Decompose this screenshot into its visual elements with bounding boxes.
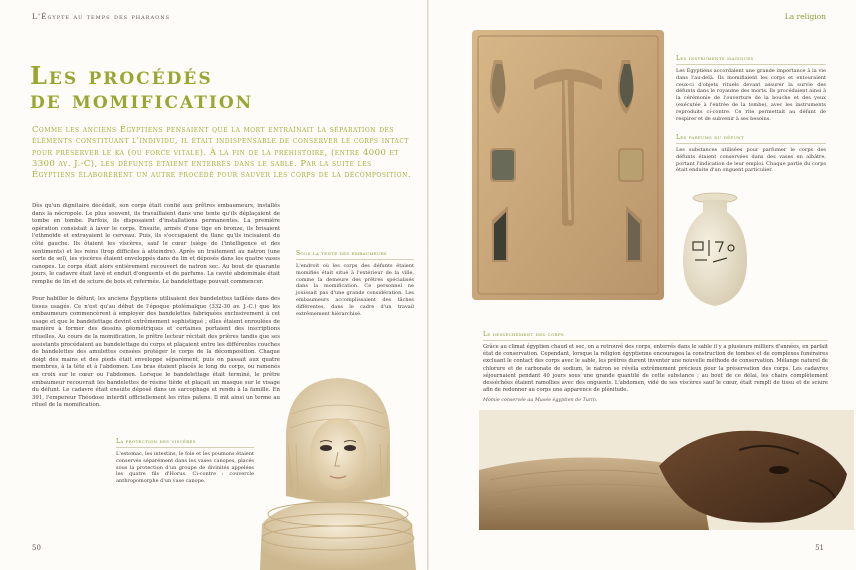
- sidebar-embalmers: [296, 250, 414, 317]
- instruments-heading: Les instruments magiques: [676, 55, 826, 65]
- right-page: [429, 0, 856, 570]
- perfumes-caption: [676, 134, 826, 174]
- vessels-heading: La protection des viscères: [116, 438, 254, 448]
- page-number-right: 51: [815, 544, 824, 552]
- canopic-jar-photo: [240, 374, 427, 570]
- canopic-jar-illustration: [240, 374, 427, 570]
- instruments-text: Les Égyptiens accordaient une grande importance à la vie dans l'au-delà. Ils momifiaient les corps et entouraient ceux-ci d'objets rituels devant assurer la survie des défunts dans le royaume des morts. Ils procédaient ainsi à la cérémonie de l'ouverture de la bouche et des yeux (exécutée à l'entrée de la tombe), avec les instruments reproduits ci-contre. Ce rite permettait au défunt de respirer et de subvenir à ses besoins.: [676, 68, 826, 122]
- alabaster-jar-photo: [679, 190, 751, 308]
- vessels-caption: [116, 438, 254, 485]
- sidebar-text: L'endroit où les corps des défunts étaient momifiés était situé à l'extérieur de la ville, comme la demeure des prêtres spécialisés dans la momification. Ce personnel ne jouissait pas d'une grande considération. Les embaumeurs accomplissaient des tâches différentes, dans le cadre d'un travail extrêmement hiérarchisé.: [296, 263, 414, 317]
- lead-paragraph: Comme les anciens Égyptiens pensaient que la mort entraînait la séparation des éléments constituant l'individu, il était indispensable de conserver le corps intact pour préserver le ka (ou force vitale). À la fin de la préhistoire, (entre 4000 et 3300 av. J.-C), les défunts étaient enterrés dans le sable. Par la suite les Égyptiens élaborèrent un autre procédé pour sauver les corps de la décomposition.: [32, 124, 412, 180]
- perfumes-text: Les substances utilisées pour parfumer le corps des défunts étaient conservées dans des vases en albâtre, portant l'indication de leur emploi. Chaque partie du corps était enduite d'un onguent particulier.: [676, 147, 826, 174]
- desiccation-caption: [483, 331, 828, 403]
- desiccation-heading: Le dessèchement des corps: [483, 331, 828, 341]
- page-number-left: 50: [32, 544, 41, 552]
- ritual-instruments-tray-photo: [472, 30, 664, 300]
- body-paragraph-2: Pour habiller le défunt, les anciens Égyptiens utilisaient des bandelettes taillées dans des tissus usagés. Ce n'est qu'au début de l'époque ptolémaïque (332-30 av. J.-C.) que les embaumeurs commencèrent à employer des bandelettes fabriquées exclusivement à cet usage et que le bandelettage devint extrêmement sophistiqué ; elles étaient enroulées de manière à former des dessins géométriques et certaines portaient des inscriptions rituelles. Au cours de la momification, le prêtre lecteur récitait des prières tandis que ses assistants procédaient au bandelettage du corps et plaçaient entre les différentes couches de bandelettes des amulettes censées protéger le corps de la décomposition. Chaque doigt des mains et des pieds était enveloppé séparément, puis on passait aux quatre membres, à la tête et à l'abdomen. Les bras étaient placés le long du corps, ou ramenés en croix sur le cœur ou l'abdomen. Lorsque le bandelettage était terminé, le prêtre embaumeur recouvrait les bandelettes de résine tiède et plaçait un masque sur le visage du défunt. Le cadavre était ensuite déposé dans un sarcophage et rendu à la famille. En 391, l'empereur Théodose interdit officiellement les rites païens. Il mit ainsi un terme au rituel de la momification.: [32, 296, 280, 409]
- desiccation-text: Grâce au climat égyptien chaud et sec, on a retrouvé des corps, enterrés dans le sable il y a plusieurs milliers d'années, en parfait état de conservation. Cependant, lorsque la religion égyptienne encouragea la construction de tombes et de complexes funéraires excluant le contact des corps avec le sable, les prêtres durent inventer une nouvelle méthode de conservation. Mélange naturel de chlorure et de carbonate de sodium, le natron se révéla extrêmement précieux pour la préservation des corps. Les cadavres séjournaient pendant 40 jours sous une grande quantité de cette substance ; au bout de ce délai, les chairs complètement desséchées étaient ramollies avec des onguents. L'abdomen, vidé de ses viscères sauf le cœur, était rempli de tissu et de sciure afin de redonner au corps une apparence de plénitude.: [483, 344, 828, 394]
- running-head-right: La religion: [784, 12, 826, 21]
- page-title: [30, 61, 330, 114]
- body-column-1: [32, 203, 280, 287]
- left-page: [0, 0, 427, 570]
- vessels-text: L'estomac, les intestins, le foie et les poumons étaient conservés séparément dans les vases canopes, placés sous la protection d'un groupe de divinités appelées les quatre fils d'Horus. Ci-contre : couvercle anthropomorphe d'un vase canope.: [116, 451, 254, 485]
- mummy-caption: Momie conservée au Musée égyptien de Turin.: [483, 398, 598, 404]
- sidebar-heading: Sous la tente des embaumeurs: [296, 250, 414, 260]
- perfumes-heading: Les parfums du défunt: [676, 134, 826, 144]
- running-head-left: L'Égypte au temps des pharaons: [32, 12, 171, 21]
- title-line-2: de momification: [30, 85, 254, 114]
- mummy-photo: [479, 410, 854, 530]
- title-line-1: Les procédés: [30, 61, 213, 90]
- body-paragraph-1: Dès qu'un dignitaire décédait, son corps était confié aux prêtres embaumeurs, installés dans la nécropole. Le plus souvent, ils travaillaient dans une tente qu'ils déplaçaient de tombe en tombe. Parfois, ils disposaient d'installations permanentes. La première opération consistait à laver le corps. Ensuite, armés d'une tige en bronze, ils brisaient l'ethmoïde et extrayaient le cerveau. Puis, ils s'occupaient du flanc qu'ils incisaient du côté gauche. Ils ôtaient les viscères, sauf le cœur (siège de l'intelligence et des sentiments) et les reins (trop difficiles à atteindre). Après un traitement au natron (une sorte de sel), les viscères étaient enveloppés dans du lin et déposés dans les quatre vases canopes. Le corps était alors entièrement recouvert de natron sec. Au bout de quarante jours, le cadavre était lavé et enduit d'onguents et de parfums. La cavité abdominale était remplie de lin et de sciure de bois et refermée. Le bandelettage pouvait commencer.: [32, 203, 280, 285]
- mummy-illustration: [479, 410, 854, 530]
- alabaster-jar-illustration: [679, 190, 751, 308]
- ritual-tray-illustration: [472, 30, 664, 300]
- instruments-caption: [676, 55, 826, 122]
